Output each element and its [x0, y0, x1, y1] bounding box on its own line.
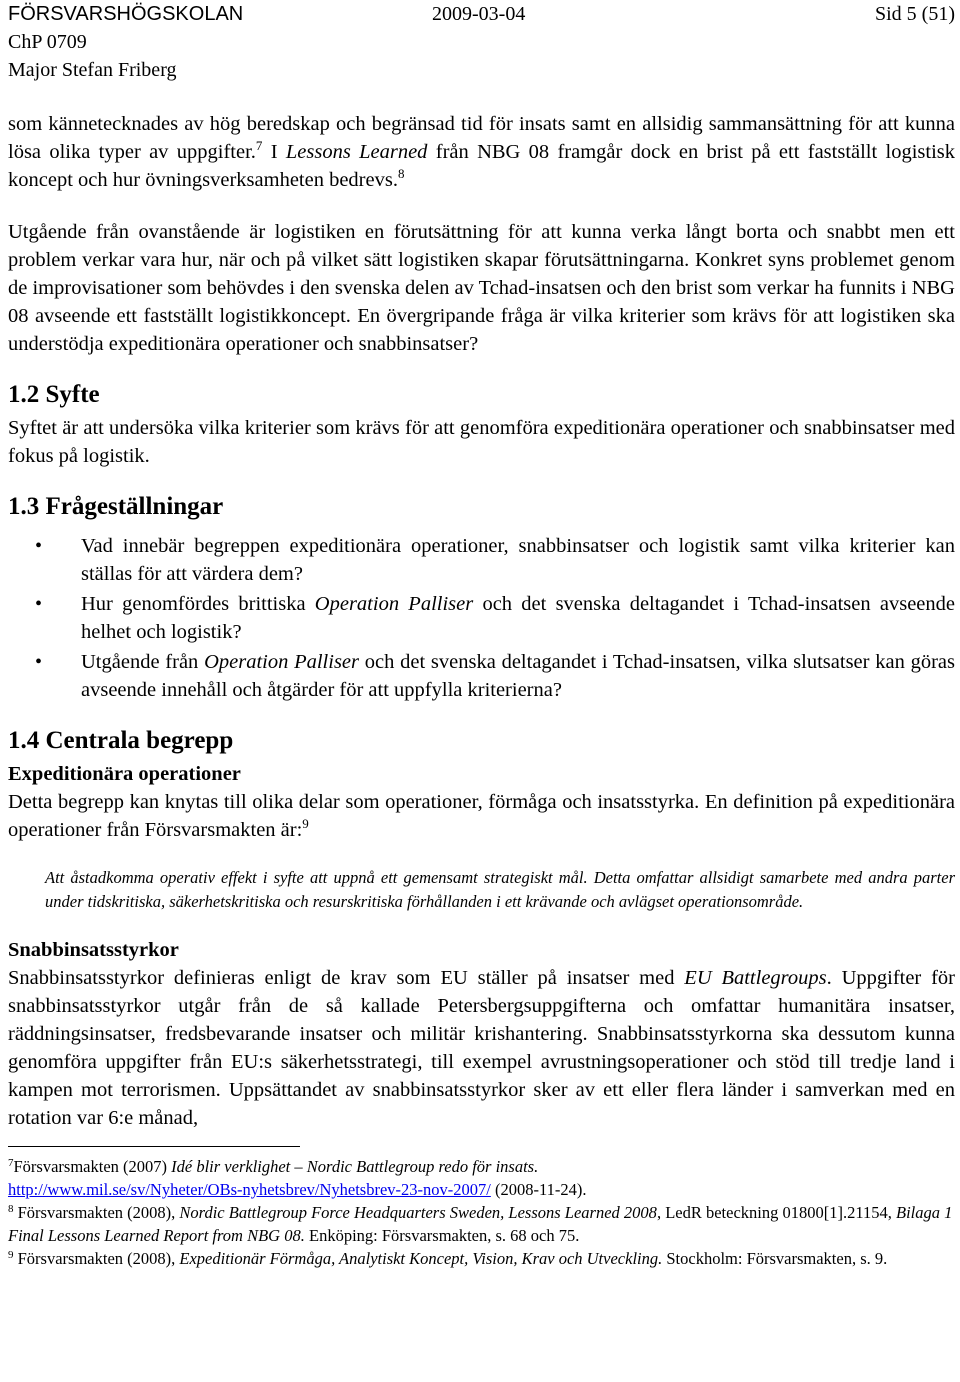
footnote-7-title: Idé blir verklighet – Nordic Battlegroup redo för insats. [171, 1157, 539, 1176]
footnote-number: 9 [8, 1249, 14, 1261]
footnote-7-date: (2008-11-24). [490, 1180, 587, 1199]
footnote-7-link[interactable]: http://www.mil.se/sv/Nyheter/OBs-nyhetsbrev/Nyhetsbrev-23-nov-2007/ [8, 1180, 491, 1199]
footnote-8-text-c: Enköping: Försvarsmakten, s. 68 och 75. [304, 1226, 580, 1245]
footnote-9-title: Expeditionär Förmåga, Analytiskt Koncept, Vision, Krav och Utveckling. [179, 1249, 663, 1268]
list-item [8, 532, 955, 588]
question-3-text-b: och det svenska deltagandet i Tchad-insatsen, vilka slutsatser kan göras avseende innehåll och åtgärder för att uppfylla kriterierna? [81, 651, 955, 701]
question-1-text: Vad innebär begreppen expeditionära operationer, snabbinsatser och logistik samt vilka kriterier kan ställas för att värdera dem? [81, 535, 955, 585]
page-number: Sid 5 (51) [875, 3, 955, 25]
expeditionara-text [8, 788, 955, 844]
intro-paragraph-2: Utgående från ovanstående är logistiken en förutsättning för att kunna verka långt borta och snabbt men ett problem verkar vara hur, när och på vilket sätt logistiken skapar förutsättningarna. Konkret syns problemet genom de improvisationer som behövdes i den svenska delen av Tchad-insatsen och den brist som verkar ha funnits i NBG 08 avseende ett fastställt logistikkoncept. En övergripande fråga är vilka kriterier som krävs för att logistiken ska understödja expeditionära operationer och snabbinsatser? [8, 221, 955, 355]
footnote-7-text: Försvarsmakten (2007) [13, 1157, 172, 1176]
institution-name: FÖRSVARSHÖGSKOLAN [8, 3, 244, 25]
snabbinsats-text-a: Snabbinsatsstyrkor definieras enligt de krav som EU ställer på insatser med [8, 967, 685, 989]
bullet-icon: • [35, 535, 43, 557]
heading-centrala-begrepp: 1.4 Centrala begrepp [8, 727, 234, 754]
document-page [8, 0, 955, 1270]
author-name: Major Stefan Friberg [8, 59, 177, 81]
footnote-9-text-a: Försvarsmakten (2008), [13, 1249, 180, 1268]
bullet-icon: • [35, 593, 43, 615]
list-item [8, 590, 955, 646]
document-date: 2009-03-04 [432, 3, 526, 25]
intro-italic: Lessons Learned [285, 141, 428, 163]
intro-text-c: från NBG 08 framgår dock en brist på ett fastställt logistisk koncept och hur övningsverksamheten bedrevs. [8, 141, 955, 191]
footnote-7 [8, 1155, 955, 1201]
footnote-8 [8, 1201, 955, 1247]
snabbinsats-italic: EU Battlegroups [684, 967, 827, 989]
syfte-text: Syftet är att undersöka vilka kriterier som krävs för att genomföra expeditionära operationer och snabbinsatser med fokus på logistik. [8, 417, 955, 467]
definition-quote: Att åstadkomma operativ effekt i syfte att uppnå ett gemensamt strategiskt mål. Detta omfattar allsidigt samarbete med andra parter under tidskritiska, säkerhetskritiska och resurskritiska förhållanden i ett krävande och avlägset operationsområde. [45, 868, 955, 911]
course-code: ChP 0709 [8, 31, 87, 53]
heading-syfte: 1.2 Syfte [8, 381, 100, 408]
subheading-snabbinsatsstyrkor: Snabbinsatsstyrkor [8, 939, 179, 961]
footnote-8-title: Nordic Battlegroup Force Headquarters Sweden, Lessons Learned 2008 [179, 1203, 657, 1222]
footnote-ref-8[interactable]: 8 [397, 166, 405, 181]
question-2-text-b: och det svenska deltagandet i Tchad-insatsen avseende helhet och logistik? [81, 593, 955, 643]
question-2-italic: Operation Palliser [314, 593, 474, 615]
intro-paragraph-1 [8, 110, 955, 194]
question-2-text-a: Hur genomfördes brittiska [81, 593, 315, 615]
footnote-divider [8, 1146, 300, 1147]
expeditionara-body: Detta begrepp kan knytas till olika delar som operationer, förmåga och insatsstyrka. En definition på expeditionära operationer från Försvarsmakten är: [8, 791, 955, 841]
footnote-8-subtitle: Bilaga 1 Final Lessons Learned Report from NBG 08. [8, 1203, 953, 1245]
footnote-ref-9[interactable]: 9 [302, 816, 309, 831]
footnote-number: 8 [8, 1203, 14, 1215]
footnote-8-text-a: Försvarsmakten (2008), [13, 1203, 180, 1222]
intro-text-a: som kännetecknades av hög beredskap och begränsad tid för insats samt en allsidig sammansättning för att kunna lösa olika typer av uppgifter. [8, 113, 955, 163]
subheading-expeditionara: Expeditionära operationer [8, 763, 241, 785]
footnote-9-text-b: Stockholm: Försvarsmakten, s. 9. [662, 1249, 888, 1268]
footnote-ref-7[interactable]: 7 [255, 138, 263, 153]
question-list [8, 532, 955, 704]
list-item [8, 648, 955, 704]
snabbinsats-text-b: . Uppgifter för snabbinsatsstyrkor utgår från de så kallade Petersbergsuppgifterna och omfattar humanitära insatser, räddningsinsatser, fredsbevarande insatser och militär krishantering. Snabbinsatsstyrkorna ska dessutom kunna genomföra uppgifter från EU:s säkerhetsstrategi, till exempel avrustningsoperationer och stöd till tredje land i kampen mot terrorismen. Uppsättandet av snabbinsatsstyrkor sker av ett eller flera länder i samverkan med en rotation var 6:e månad, [8, 967, 955, 1129]
footnotes [8, 1155, 955, 1270]
intro-text-b: I [262, 141, 286, 163]
question-3-text-a: Utgående från [81, 651, 205, 673]
footnote-8-text-b: , LedR beteckning 01800[1].21154, [656, 1203, 896, 1222]
footnote-9 [8, 1247, 955, 1270]
heading-fragestallningar: 1.3 Frågeställningar [8, 493, 224, 520]
bullet-icon: • [35, 651, 43, 673]
page-header [8, 0, 955, 86]
question-3-italic: Operation Palliser [204, 651, 360, 673]
snabbinsats-text [8, 964, 955, 1132]
footnote-number: 7 [8, 1157, 14, 1169]
